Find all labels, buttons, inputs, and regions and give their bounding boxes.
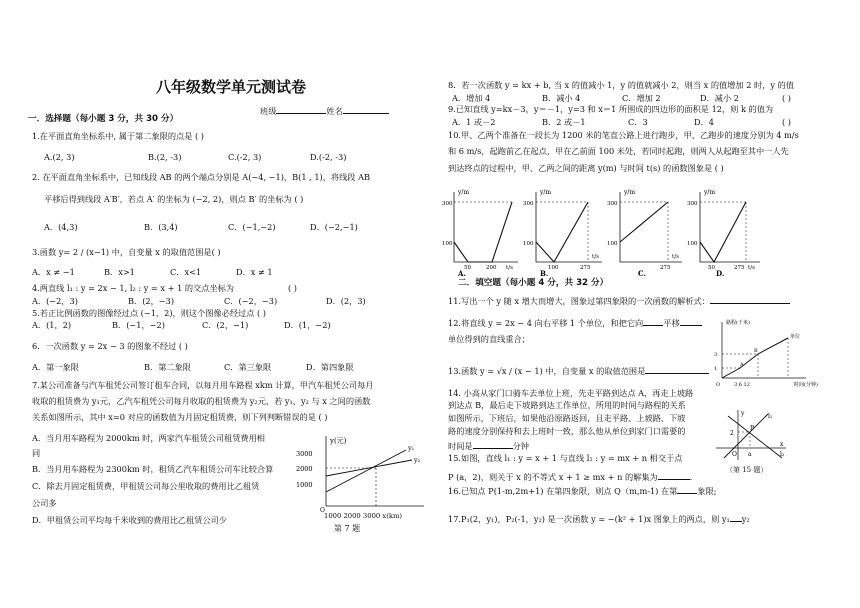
q5-option-b[interactable]: B．(−1，−2) xyxy=(112,320,165,330)
q8-stem: 8．若一次函数 y = kx + b, 当 x 的值减小 1，y 的值就减小 2，则当 x 的值增加 2 时，y 的值 xyxy=(448,80,794,90)
q13-answer-blank[interactable] xyxy=(645,364,709,374)
q16-stem-text: 16.已知点 P(1-m,2m+1) 在第四象限，则点 Q（m,m-1) 在第 xyxy=(448,486,678,496)
q10-c-xlabel: t/s xyxy=(672,254,679,260)
q14-line-1: 14. 小高从家门口骑车去单位上班，先走平路到达点 A，再走上坡路 xyxy=(448,388,694,398)
q14-time-label: 时间是 xyxy=(448,441,473,451)
q1-option-b[interactable]: B.(2, -3) xyxy=(148,152,182,162)
page-title: 八年级数学单元测试卷 xyxy=(156,78,307,96)
q2-stem-1: 2. 在平面直角坐标系中，已知线段 AB 的两个端点分别是 A(−4, −1)，B(1 , 1)，将线段 AB xyxy=(32,172,371,182)
q10-graphs xyxy=(442,184,762,276)
q6-option-d[interactable]: D．第四象限 xyxy=(306,362,354,372)
q14-y1: 1 xyxy=(714,366,718,372)
section-fill-heading: 二．填空题（每小题 4 分，共 32 分） xyxy=(458,278,609,288)
q14-point-a: A xyxy=(740,362,744,368)
q14-origin: O xyxy=(716,382,721,388)
q10-graph-d[interactable] xyxy=(687,189,760,276)
q12-direction-blank[interactable] xyxy=(643,316,663,326)
q14-graph xyxy=(706,316,842,392)
q7-line-y1 xyxy=(326,450,406,492)
q10-a-xlabel: t/s xyxy=(506,265,513,271)
q10-b-top: 300 xyxy=(523,201,534,207)
q10-graph-a[interactable] xyxy=(442,189,518,276)
q3-option-c[interactable]: C．x<1 xyxy=(170,267,202,277)
q10-c-x2: 275 xyxy=(660,265,671,271)
q14-ylabel: 路程(千米) xyxy=(726,320,750,326)
q1-option-c[interactable]: C.(-2, 3) xyxy=(228,152,262,162)
q10-d-x1: 50 xyxy=(708,265,715,271)
q7-option-c-1[interactable]: C．除去月固定租赁费，甲租赁公司每公里收取的费用比乙租赁 xyxy=(32,481,260,491)
q11-answer-blank[interactable] xyxy=(710,294,790,304)
q3-option-b[interactable]: B．x>1 xyxy=(104,267,135,277)
q14-answer-blank[interactable] xyxy=(473,439,513,449)
q7-option-a-2: 同 xyxy=(32,448,41,458)
q15-line-2-text: P (a，2)，则关于 x 的不等式 x + 1 ≥ mx + n 的解集为 xyxy=(448,472,658,482)
q4-option-a[interactable]: A．(−2，3) xyxy=(32,296,78,306)
q8-option-d[interactable]: D．减小 2 xyxy=(700,93,739,103)
q4-stem xyxy=(32,283,297,294)
q6-option-a[interactable]: A．第一象限 xyxy=(32,362,79,372)
q7-ylabel: y(元) xyxy=(330,437,347,445)
q8-option-c[interactable]: C．增加 2 xyxy=(622,93,661,103)
q15-origin: O xyxy=(732,451,737,458)
q16-tail: 象限; xyxy=(697,486,717,496)
q10-b-label: B. xyxy=(540,269,549,276)
q15-x-label: x xyxy=(780,441,784,448)
q4-stem-text: 4.两直线 l₁ : y = 2x − 1, l₂ : y = x + 1 的交点坐标为 xyxy=(32,283,235,293)
q15-a-label: a xyxy=(748,451,752,458)
q10-line-1: 10.甲、乙两个准备在一段长为 1200 米的笔直公路上进行跑步，甲、乙跑步的速度分别为 4 m/s xyxy=(448,130,799,140)
q7-ytick-2000: 2000 xyxy=(296,465,313,473)
q10-line-2: 和 6 m/s，起跑前乙在起点，甲在乙前面 100 米处，若同时起跑，则两人从起跑至其中一人先 xyxy=(448,146,789,156)
q3-option-a[interactable]: A．x ≠ −1 xyxy=(32,267,75,277)
q10-d-x2: 275 xyxy=(734,265,745,271)
q10-graph-b[interactable] xyxy=(523,189,602,276)
q14-line-3: 如图所示，下班后，如果他沿原路返回，且走平路、上坡路、下坡 xyxy=(448,413,686,423)
class-blank[interactable] xyxy=(276,104,326,114)
q10-b-x1: 100 xyxy=(548,265,559,271)
section-choice-heading: 一．选择题（每小题 3 分，共 30 分） xyxy=(28,114,179,124)
q7-ytick-1000: 1000 xyxy=(296,481,313,489)
q7-graph xyxy=(296,432,428,512)
q7-series-y1: y₁ xyxy=(408,444,415,452)
q13-stem xyxy=(448,364,709,377)
q9-paren: ( ) xyxy=(782,117,791,127)
q10-d-ylabel: y/m xyxy=(704,189,716,196)
q15-two-label: 2 xyxy=(730,430,734,437)
q17-answer-blank[interactable] xyxy=(730,512,742,522)
q15-line-1: 15.如图，直线 l₁ : y = x + 1 与直线 l₂ : y = mx + n 相交于点 xyxy=(448,453,683,463)
class-label: 班级 xyxy=(260,106,277,116)
q7-option-d[interactable]: D．甲租赁公司平均每千米收到的费用比乙租赁公司少 xyxy=(32,515,227,525)
q16-stem xyxy=(448,484,717,497)
q12-stem xyxy=(448,316,702,329)
name-blank[interactable] xyxy=(343,104,389,114)
q10-c-mid: 100 xyxy=(607,241,618,247)
q9-option-b[interactable]: B．2 或－1 xyxy=(542,117,586,127)
q14-xticks: 3 6 12 xyxy=(734,382,750,388)
q9-stem: 9.已知直线 y=kx－3，y＝－1，y=3 和 x＝1 所围成的四边形的面积是 12，则 k 的值为 xyxy=(448,104,774,114)
q15-graph xyxy=(710,408,790,464)
q7-line-3: 关系如图所示，其中 x=0 对应的函数值为月固定租赁费，则下列判断错误的是 ( ) xyxy=(32,412,328,422)
q16-answer-blank[interactable] xyxy=(677,484,697,494)
q10-d-top: 300 xyxy=(687,201,698,207)
q12-mid: 平移 xyxy=(663,318,680,328)
q2-option-a[interactable]: A．(4,3) xyxy=(44,222,78,232)
q14-line-4: 路的速度分别保持和去上班时一致，那么他从单位到家门口需要的 xyxy=(448,426,686,436)
q2-option-c[interactable]: C．(−1,−2) xyxy=(228,222,276,232)
q6-option-b[interactable]: B．第二象限 xyxy=(144,362,191,372)
name-label: 姓名 xyxy=(326,106,343,116)
q12-stem-text: 12.将直线 y = 2x − 4 向右平移 1 个单位，和把它向 xyxy=(448,318,644,328)
q10-c-label: C. xyxy=(638,269,646,276)
q7-option-c-2: 公司多 xyxy=(32,498,57,508)
q10-a-ylabel: y/m xyxy=(458,189,470,196)
q14-path xyxy=(722,338,788,378)
q10-b-mid: 100 xyxy=(523,241,534,247)
q10-c-ylabel: y/m xyxy=(624,189,636,196)
q14-unit-label: 单位 xyxy=(790,334,801,340)
q12-units-blank[interactable] xyxy=(680,316,702,326)
q15-y-label: y xyxy=(741,410,745,417)
q2-option-d[interactable]: D．(−2,−1) xyxy=(310,222,358,232)
q15-p-label: P xyxy=(750,425,755,432)
q8-option-a[interactable]: A．增加 4 xyxy=(452,93,491,103)
q9-option-d[interactable]: D．4 xyxy=(694,117,714,127)
q15-answer-blank[interactable] xyxy=(658,470,690,480)
q10-a-label: A. xyxy=(458,269,466,276)
q15-l1-label: l₁ xyxy=(768,413,773,420)
q14-unit: 分钟 xyxy=(512,441,529,451)
q9-option-a[interactable]: A．1 或－2 xyxy=(452,117,496,127)
q4-option-c[interactable]: C．(−2，−3) xyxy=(224,296,278,306)
q1-stem: 1.在平面直角坐标系中, 属于第二象限的点是 ( ) xyxy=(32,131,204,141)
q10-d-label: D. xyxy=(716,269,725,276)
q7-series-y2: y₂ xyxy=(414,456,421,464)
q2-stem-2: 平移后得到线段 A′B′，若点 A′ 的坐标为 (−2, 2)，则点 B′ 的坐标为 ( ) xyxy=(44,194,304,204)
q10-a-top: 300 xyxy=(442,201,453,207)
q17-stem-text: 17.P₁(2，y₁)，P₂(-1，y₂) 是一次函数 y = −(k² + 1)x 图象上的两点，则 y₁ xyxy=(448,514,730,524)
q15-l2-label: l₂ xyxy=(780,451,785,458)
q15-line-2: P (a，2)，则关于 x 的不等式 x + 1 ≥ mx + n 的解集为 . xyxy=(448,472,693,482)
q10-d-mid: 100 xyxy=(687,241,698,247)
q7-line-2: 收取的租赁费为 y₁元，乙汽车租凭公司每月收取的租赁费为 y₂元，若 y₁、y₂ 与 x 之间的函数 xyxy=(32,396,371,406)
q2-option-b[interactable]: B．(3,4) xyxy=(144,222,178,232)
q10-d-xlabel: t/s xyxy=(748,265,755,271)
q14-xlabel: 时间(分钟) xyxy=(794,382,818,388)
q5-option-a[interactable]: A．(1，2) xyxy=(32,320,72,330)
q14-y2: 3 xyxy=(714,352,718,358)
q9-option-c[interactable]: C．3 xyxy=(628,117,648,127)
q6-stem: 6．一次函数 y = 2x − 3 的图象不经过 ( ) xyxy=(32,341,188,351)
q4-option-b[interactable]: B．(2，−3) xyxy=(128,296,175,306)
q10-a-x2: 200 xyxy=(486,265,497,271)
q10-b-ylabel: y/m xyxy=(540,189,552,196)
q10-b-x2: 275 xyxy=(580,265,591,271)
q10-line-3: 到达终点的过程中，甲、乙两之间的距离 y(m) 与时间 t(s) 的函数图象是 ( ) xyxy=(448,163,724,173)
q6-option-c[interactable]: C．第三象限 xyxy=(224,362,272,372)
q11-stem xyxy=(448,294,790,307)
q7-origin: O xyxy=(320,507,325,512)
q12-tail: 单位得到的直线重合； xyxy=(448,334,530,344)
q14-point-b: B xyxy=(754,348,758,354)
q5-option-c[interactable]: C．(2，−1) xyxy=(202,320,249,330)
class-name-line xyxy=(260,104,389,117)
q4-paren: ( ) xyxy=(288,283,298,293)
q3-stem: 3.函数 y= 2 / (x−1) 中，自变量 x 的取值范围是( ) xyxy=(32,247,221,257)
q5-stem: 5.若正比例函数的图像经过点 (−1，2)，则这个图像必经过点 ( ) xyxy=(32,308,266,318)
q10-b-xlabel: t/s xyxy=(592,254,599,260)
q10-a-mid: 100 xyxy=(442,241,453,247)
q17-tail: y₂ xyxy=(741,514,750,524)
q10-a-x1: 50 xyxy=(464,265,471,271)
q8-paren: ( ) xyxy=(782,93,791,103)
q7-caption: 第 7 题 xyxy=(334,524,361,533)
q7-xticks: 1000 2000 3000 x(km) xyxy=(324,512,403,520)
q14-line-5 xyxy=(448,439,529,452)
q3-option-d[interactable]: D．x ≠ 1 xyxy=(236,267,273,277)
q7-option-b[interactable]: B．当月用车路程为 2300km 时，租赁乙汽车租赁公司车比较合算 xyxy=(32,464,274,474)
q7-ytick-3000: 3000 xyxy=(296,450,313,458)
q11-stem-text: 11.写出一个 y 随 x 增大而增大，图象过第四象限的一次函数的解析式： xyxy=(448,296,710,306)
q10-c-top: 300 xyxy=(607,201,618,207)
q7-option-a-1[interactable]: A．当月用车路程为 2000km 时，两家汽车租赁公司租赁费用相 xyxy=(32,433,265,443)
q15-caption: （第 15 题） xyxy=(726,466,768,474)
q13-stem-text: 13.函数 y = √x / (x − 1) 中，自变量 x 的取值范围是 xyxy=(448,366,646,376)
q7-line-1: 7.某公司准备与汽车租凭公司签订租车合同，以每月用车路程 xkm 计算，甲汽车租凭公司每月 xyxy=(32,380,374,390)
q8-option-b[interactable]: B．减小 4 xyxy=(542,93,581,103)
q1-option-a[interactable]: A.(2, 3) xyxy=(44,152,75,162)
q1-option-d[interactable]: D.(-2, -3) xyxy=(310,152,347,162)
q4-option-d[interactable]: D．(2，3) xyxy=(326,296,366,306)
q17-stem xyxy=(448,512,750,525)
q5-option-d[interactable]: D．(1，−2) xyxy=(284,320,331,330)
q10-graph-c[interactable] xyxy=(607,189,682,276)
q14-line-2: 到达点 B，最后走下坡路到达工作单位，所用的时间与路程的关系 xyxy=(448,400,686,410)
